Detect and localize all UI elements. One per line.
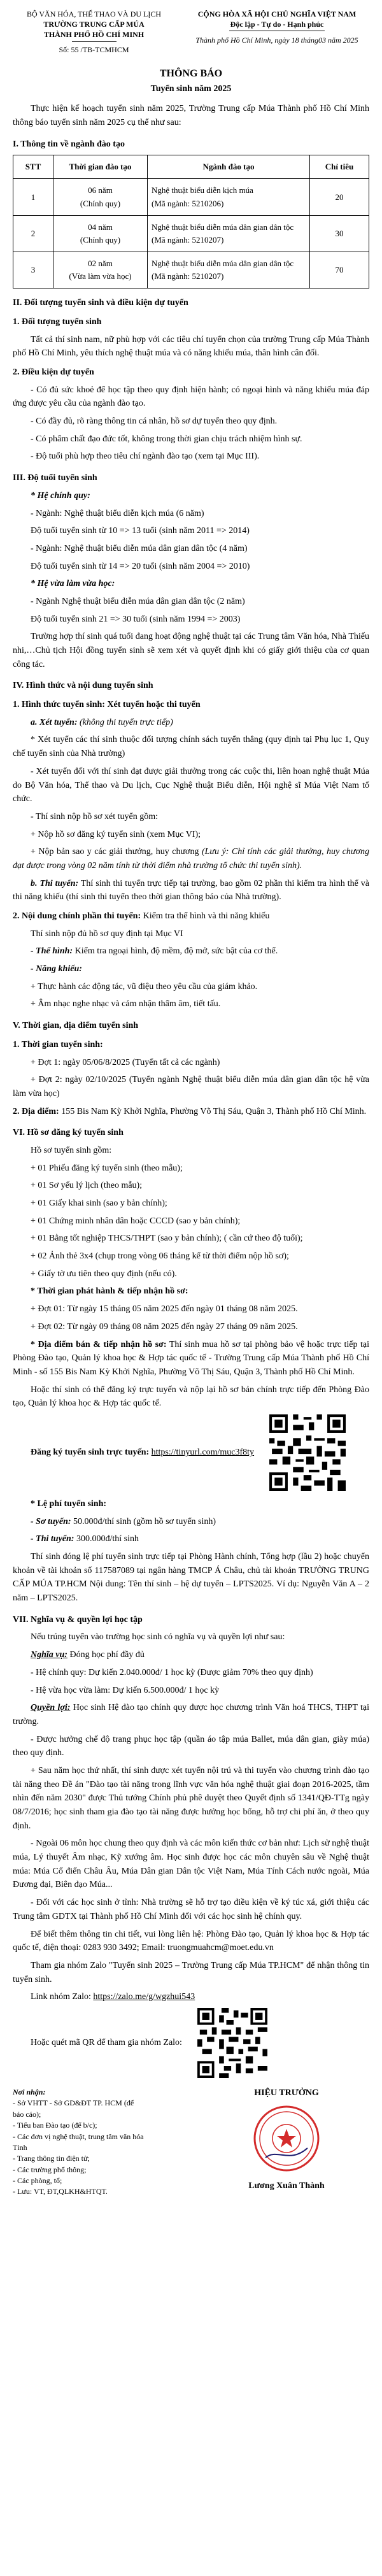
talent-item: + Âm nhạc nghe nhạc và cảm nhận thẩm âm, tiết tấu.	[31, 999, 221, 1009]
rights-item: - Ngoài 06 môn học chung theo quy định và các môn kiến thức cơ bản như: Lịch sử nghệ thuật múa, Lý thuyết Âm nhạc, Kỹ xướng âm. Học sinh được học các môn chuyên sâu về Nghệ thuật múa: Múa Cổ điển Châu Âu, Múa Dân gian Dân tộc Việt Nam, Múa Tính Cách nước ngoài, Múa Đương đại, Biên đạo Múa...	[13, 1839, 369, 1890]
table-header-row	[13, 155, 369, 179]
section-1-heading: I. Thông tin về ngành đào tạo	[13, 139, 125, 149]
section-4-2-heading	[13, 909, 369, 923]
major-code: (Mã ngành: 5210206)	[152, 198, 224, 208]
zalo-link-label: Link nhóm Zalo:	[31, 1992, 91, 2002]
major-name: Nghệ thuật biểu diễn múa dân gian dân tộc	[152, 259, 294, 268]
over-age-note: Trường hợp thí sinh quá tuổi đang hoạt động nghệ thuật tại các Trung tâm Văn hóa, Nhà Thiếu nhi,…Chủ tịch Hội đồng tuyển sinh sẽ xem xét và quyết định khi có giấy giới thiệu của cơ quan công tác.	[13, 632, 369, 669]
major-name: Nghệ thuật biểu diễn kịch múa	[152, 185, 253, 196]
recipient-item: - Trang thông tin điện tử;	[13, 2154, 90, 2163]
round-item: + Đợt 1: ngày 05/06/8/2025 (Tuyển tất cả các ngành)	[31, 1057, 220, 1067]
condition-item: - Có đủ sức khoẻ để học tập theo quy định hiện hành; có ngoại hình và năng khiếu múa đáp ứng được yêu cầu của ngành đào tạo.	[13, 385, 369, 409]
venue-label: 2. Địa điểm:	[13, 1106, 59, 1116]
table-row	[13, 215, 369, 252]
regular-program-label: * Hệ chính quy:	[31, 490, 90, 501]
recipient-item: - Các phòng, tổ;	[13, 2176, 62, 2186]
signer-role: HIỆU TRƯỞNG	[254, 2088, 319, 2098]
age-line: - Ngành: Nghệ thuật biểu diễn kịch múa (6 năm)	[31, 508, 204, 518]
zalo-qr-row	[13, 2008, 369, 2078]
entrance-exam-text: Thí sinh thi tuyển trực tiếp tại trường, bao gồm 02 phần thi kiểm tra hình thể và thi năng khiếu (thí sinh thi tuyển theo thời gian thông báo của Nhà trường).	[13, 878, 370, 902]
document-title: THÔNG BÁO	[159, 68, 223, 79]
section-5-1-heading: 1. Thời gian tuyển sinh:	[13, 1039, 103, 1050]
exam-dossier-note: Thí sinh nộp đủ hồ sơ quy định tại Mục VI	[31, 929, 183, 939]
entrance-exam-line	[13, 877, 369, 904]
submission-place-label: * Địa điểm bán & tiếp nhận hồ sơ:	[31, 1339, 167, 1349]
fee-payment-text: Thí sinh đóng lệ phí tuyển sinh trực tiếp tại Phòng Hành chính, Tổng hợp (lầu 2) hoặc chuyển khoản về tài khoản số 117587089 tại ngân hàng TMCP Á Châu, chủ tài khoản TRƯỜNG TRUNG CẤP MÚA TP.HCM Nội dung: Tên thí sinh – hệ dự tuyển – LPTS2025. Ví dụ: Nguyễn Văn A – 2 năm – LPTS2025.	[13, 1552, 369, 1604]
exam-content-rest: Kiểm tra thể hình và thi năng khiếu	[143, 911, 270, 922]
signature-section	[13, 2087, 369, 2198]
zalo-group-text: Tham gia nhóm Zalo "Tuyển sinh 2025 – Trường Trung cấp Múa TP.HCM" để nhận thông tin tuyển sinh.	[13, 1960, 369, 1984]
admission-line: * Xét tuyển các thí sinh thuộc đối tượng chính sách tuyển thẳng (quy định tại Phụ lục 1, Quy chế tuyển sinh của Nhà trường)	[13, 735, 369, 759]
physique-line	[13, 944, 369, 958]
national-motto: Độc lập - Tự do - Hạnh phúc	[230, 20, 324, 29]
zalo-qr-text: Hoặc quét mã QR để tham gia nhóm Zalo:	[31, 2038, 182, 2048]
section-5-heading: V. Thời gian, địa điểm tuyển sinh	[13, 1021, 139, 1031]
rights-item: - Được hưởng chế độ trang phục học tập (quần áo tập múa Ballet, múa dân gian, giày múa) theo quy định.	[13, 1734, 369, 1758]
rights-item: + Sau năm học thứ nhất, thí sinh được xét tuyển nội trú và thi tuyển vào chương trình đào tạo tài năng theo Đề án "Đào tạo tài năng trong lĩnh vực văn hóa nghệ thuật giai đoạn 2016-2025, tầm nhìn đến năm 2030" được Thủ tướng Chính phủ phê duyệt theo Quyết định số 1341/QĐ-TTg ngày 08/7/2016; học sinh tham gia đào tạo tài năng được hưởng học bổng, hỗ trợ chi phí ăn, ở theo quy định.	[13, 1765, 369, 1831]
zalo-group-link[interactable]: https://zalo.me/g/wgzhui543	[93, 1992, 195, 2002]
official-stamp-icon	[251, 2103, 322, 2174]
section-2-heading: II. Đối tượng tuyển sinh và điều kiện dự tuyển	[13, 298, 188, 308]
row-major	[148, 215, 310, 252]
submission-place-line	[13, 1338, 369, 1379]
notice-page	[13, 0, 369, 2198]
duration-value: 06 năm	[88, 185, 113, 196]
section-4-heading: IV. Hình thức và nội dung tuyển sinh	[13, 681, 153, 691]
online-registration-label: Đăng ký tuyển sinh trực tuyến:	[31, 1448, 150, 1458]
section-2-2-heading: 2. Điều kiện dự tuyển	[13, 367, 94, 378]
tuition-item: - Hệ vừa học vừa làm: Dự kiến 6.500.000đ/ 1 học kỳ	[31, 1685, 220, 1695]
registration-qr-code-icon[interactable]	[269, 1414, 346, 1491]
document-header	[13, 9, 369, 55]
major-code: (Mã ngành: 5210207)	[152, 234, 224, 245]
issuer-block	[13, 9, 175, 55]
row-major	[148, 179, 310, 215]
dossier-item: + 01 Giấy khai sinh (sao y bản chính);	[31, 1199, 167, 1209]
fee-exam-amount: 300.000đ/thí sinh	[76, 1534, 139, 1544]
row-major	[148, 252, 310, 288]
section-4-1-heading: 1. Hình thức tuyển sinh: Xét tuyển hoặc thi tuyển	[13, 700, 201, 710]
recipients-block	[13, 2087, 146, 2198]
admission-line: - Thí sinh nộp hồ sơ xét tuyển gồm:	[31, 811, 159, 822]
talent-item: + Thực hành các động tác, vũ điệu theo yêu cầu của giám khảo.	[31, 981, 258, 992]
condition-item: - Có đầy đủ, rõ ràng thông tin cá nhân, hồ sơ dự tuyển theo quy định.	[31, 416, 278, 427]
recipient-item: - Các đơn vị nghệ thuật, trung tâm văn hóa Tỉnh	[13, 2131, 144, 2152]
column-header-stt: STT	[13, 155, 53, 179]
dossier-item: + 01 Bằng tốt nghiệp THCS/THPT (sao y bản chính); ( cần cứ theo độ tuổi);	[31, 1234, 303, 1244]
dossier-item: + 01 Phiếu đăng ký tuyển sinh (theo mẫu);	[31, 1163, 183, 1173]
entrance-exam-label: b. Thi tuyển:	[31, 878, 79, 888]
submission-window-heading: * Thời gian phát hành & tiếp nhận hồ sơ:	[31, 1286, 188, 1297]
age-line: - Ngành: Nghệ thuật biểu diễn múa dân gian dân tộc (4 năm)	[31, 543, 248, 553]
row-quota: 20	[310, 179, 369, 215]
online-registration-link[interactable]: https://tinyurl.com/muc3f8ty	[151, 1448, 255, 1458]
age-line: Độ tuổi tuyển sinh từ 10 => 13 tuổi (sinh năm 2011 => 2014)	[31, 526, 250, 536]
online-registration-link-line	[13, 1446, 254, 1460]
intro-paragraph: Thực hiện kế hoạch tuyển sinh năm 2025, Trường Trung cấp Múa Thành phố Hồ Chí Minh thông báo tuyển sinh năm 2025 cụ thể như sau:	[13, 104, 369, 127]
row-stt: 3	[13, 252, 53, 288]
rights-label: Quyền lợi:	[31, 1703, 71, 1713]
table-row	[13, 252, 369, 288]
submission-window-item: + Đợt 01: Từ ngày 15 tháng 05 năm 2025 đến ngày 01 tháng 08 năm 2025.	[31, 1304, 298, 1314]
fee-profile-line	[13, 1515, 369, 1529]
admission-line: - Xét tuyển đối với thí sinh đạt được giải thưởng trong các cuộc thi, liên hoan nghệ thuật Múa do Bộ Văn hóa, Thể thao và Du lịch, Cục Nghệ thuật Biểu diễn, Hội nghệ sĩ Múa Việt Nam tổ chức.	[13, 766, 369, 804]
exam-content-title: 2. Nội dung chính phần thi tuyển:	[13, 911, 141, 922]
rights-line	[13, 1701, 369, 1728]
ministry-name: BỘ VĂN HÓA, THỂ THAO VÀ DU LỊCH	[26, 10, 162, 18]
dossier-lead: Hồ sơ tuyển sinh gồm:	[31, 1145, 112, 1155]
country-block	[185, 9, 369, 55]
venue-line	[13, 1105, 369, 1119]
direct-admission-title: a. Xét tuyển:	[31, 717, 78, 727]
zalo-link-line	[13, 1990, 369, 2004]
recipient-item: - Tiểu ban Đào tạo (để b/c);	[13, 2121, 97, 2130]
duty-text: Đóng học phí đầy đủ	[69, 1650, 145, 1660]
school-name-line1: TRƯỜNG TRUNG CẤP MÚA	[43, 20, 145, 29]
recipients-label: Nơi nhận:	[13, 2087, 46, 2096]
dossier-item: + 01 Chứng minh nhân dân hoặc CCCD (sao y bản chính);	[31, 1216, 241, 1226]
zalo-qr-code-icon[interactable]	[197, 2008, 267, 2078]
direct-admission-label	[13, 716, 369, 730]
fee-profile-amount: 50.000đ/thí sinh (gồm hồ sơ tuyển sinh)	[73, 1516, 216, 1526]
document-number: Số: 55 /TB-TCMHCM	[59, 45, 129, 54]
school-name-line2: THÀNH PHỐ HỒ CHÍ MINH	[43, 30, 145, 39]
duty-label: Nghĩa vụ:	[31, 1650, 67, 1660]
duration-value: 04 năm	[88, 222, 113, 232]
column-header-quota: Chỉ tiêu	[310, 155, 369, 179]
fee-profile-label: - Sơ tuyển:	[31, 1516, 71, 1526]
section-2-1-heading: 1. Đối tượng tuyển sinh	[13, 317, 102, 327]
fee-exam-label: - Thi tuyển:	[31, 1534, 74, 1544]
section-3-heading: III. Độ tuổi tuyển sinh	[13, 473, 97, 483]
contact-info: Để biết thêm thông tin chi tiết, vui lòng liên hệ: Phòng Đào tạo, Quản lý khoa học & Hợp tác quốc tế, điện thoại: 0283 930 3492; Email: truongmuahcm@moet.edu.vn	[13, 1929, 369, 1953]
eligibility-text: Tất cả thí sinh nam, nữ phù hợp với các tiêu chí tuyển chọn của trường Trung cấp Múa Thành phố Hồ Chí Minh, yêu thích nghệ thuật múa và có năng khiếu múa, thân hình cân đối.	[13, 334, 369, 359]
fee-exam-line	[13, 1532, 369, 1546]
recipient-item: - Lưu: VT, ĐT,QLKH&HTQT.	[13, 2187, 108, 2196]
venue-address: 155 Bis Nam Kỳ Khởi Nghĩa, Phường Võ Thị Sáu, Quận 3, Thành phố Hồ Chí Minh.	[61, 1106, 367, 1116]
column-header-duration: Thời gian đào tạo	[53, 155, 148, 179]
dossier-item: + 02 Ảnh thẻ 3x4 (chụp trong vòng 06 tháng kể từ thời điểm nộp hồ sơ);	[31, 1251, 289, 1262]
programs-table	[13, 155, 369, 288]
section-6-heading: VI. Hồ sơ đăng ký tuyển sinh	[13, 1128, 124, 1138]
age-line: Độ tuổi tuyển sinh từ 14 => 20 tuổi (sinh năm 2004 => 2010)	[31, 561, 250, 571]
signer-name: Lương Xuân Thành	[248, 2181, 325, 2191]
row-duration	[53, 179, 148, 215]
rights-text: Học sinh Hệ đào tạo chính quy được học chương trình Văn hoá THCS, THPT tại trường.	[13, 1703, 370, 1726]
physique-label: - Thể hình:	[31, 946, 73, 957]
duration-note: (Vừa làm vừa học)	[69, 271, 132, 281]
tuition-item: - Hệ chính quy: Dự kiến 2.040.000đ/ 1 học kỳ (Được giảm 70% theo quy định)	[31, 1667, 313, 1677]
physique-text: Kiểm tra ngoại hình, độ mềm, độ mở, sức bật của cơ thể.	[74, 946, 278, 957]
parttime-program-label: * Hệ vừa làm vừa học:	[31, 579, 115, 589]
prize-copy-text: + Nộp bản sao y các giải thưởng, huy chương	[31, 847, 199, 857]
header-divider	[72, 41, 117, 42]
admission-line: + Nộp hồ sơ đăng ký tuyển sinh (xem Mục VI);	[31, 829, 201, 839]
dossier-item: + 01 Sơ yếu lý lịch (theo mẫu);	[31, 1181, 143, 1191]
dossier-item: + Giấy tờ ưu tiên theo quy định (nếu có).	[31, 1269, 177, 1279]
row-duration	[53, 215, 148, 252]
round-item: + Đợt 2: ngày 02/10/2025 (Tuyển ngành Nghệ thuật biểu diễn múa dân gian dân tộc hệ vừa làm vừa học)	[13, 1075, 369, 1099]
row-stt: 1	[13, 179, 53, 215]
submission-place-text: Thí sinh mua hồ sơ tại phòng bảo vệ hoặc trực tiếp tại Phòng Đào tạo, Quản lý khoa học & Hợp tác quốc tế - Trường Trung cấp Múa Thành phố Hồ Chí Minh - số 155 Bis Nam Kỳ Khởi Nghĩa, Phường Võ Thị Sáu, Quận 3, Thành phố Hồ Chí Minh.	[13, 1339, 369, 1377]
document-subtitle: Tuyển sinh năm 2025	[150, 83, 232, 94]
row-stt: 2	[13, 215, 53, 252]
condition-item: - Có phẩm chất đạo đức tốt, không trong thời gian chịu trách nhiệm hình sự.	[31, 434, 302, 444]
age-line: - Ngành Nghệ thuật biểu diễn múa dân gian dân tộc (2 năm)	[31, 596, 245, 606]
prize-copy-note: (Lưu ý: Chỉ tính các giải thưởng, huy chương đạt được trong vòng 02 năm tính từ thời điểm nhà trường tổ chức thi tuyển sinh).	[13, 847, 369, 871]
major-code: (Mã ngành: 5210207)	[152, 271, 224, 281]
condition-item: - Độ tuổi phù hợp theo tiêu chí ngành đào tạo (xem tại Mục III).	[31, 452, 260, 462]
section-7-heading: VII. Nghĩa vụ & quyền lợi học tập	[13, 1614, 143, 1625]
age-line: Độ tuổi tuyển sinh 21 => 30 tuổi (sinh năm 1994 => 2003)	[31, 614, 241, 624]
duty-line	[13, 1648, 369, 1662]
prize-copy-line	[13, 845, 369, 872]
obligations-lead: Nếu trúng tuyển vào trường học sinh có nghĩa vụ và quyền lợi như sau:	[31, 1632, 285, 1642]
row-duration	[53, 252, 148, 288]
recipient-item: - Sở VHTT - Sở GD&ĐT TP. HCM (để báo cáo);	[13, 2098, 134, 2119]
column-header-major: Ngành đào tạo	[148, 155, 310, 179]
table-row	[13, 179, 369, 215]
duration-value: 02 năm	[88, 259, 113, 268]
document-date: Thành phố Hồ Chí Minh, ngày 18 tháng03 năm 2025	[195, 36, 358, 45]
country-name: CỘNG HÒA XÃ HỘI CHỦ NGHĨA VIỆT NAM	[197, 10, 357, 18]
online-registration-row	[13, 1414, 369, 1491]
duration-note: (Chính quy)	[80, 198, 121, 208]
major-name: Nghệ thuật biểu diễn múa dân gian dân tộc	[152, 222, 294, 232]
row-quota: 70	[310, 252, 369, 288]
online-registration-text: Hoặc thí sinh có thể đăng ký trực tuyến và nộp lại hồ sơ bản chính trực tiếp đến Phòng Đào tạo, Quản lý khoa học & Hợp tác quốc tế.	[13, 1384, 369, 1409]
submission-window-item: + Đợt 02: Từ ngày 09 tháng 08 năm 2025 đến ngày 27 tháng 09 năm 2025.	[31, 1321, 298, 1332]
signer-block	[204, 2087, 369, 2198]
row-quota: 30	[310, 215, 369, 252]
direct-admission-note: (không thi tuyển trực tiếp)	[80, 717, 173, 727]
fees-heading: * Lệ phí tuyển sinh:	[31, 1498, 107, 1509]
talent-label: - Năng khiếu:	[31, 964, 82, 974]
duration-note: (Chính quy)	[80, 234, 121, 245]
rights-item: - Đối với các học sinh ở tỉnh: Nhà trường sẽ hỗ trợ tạo điều kiện về ký túc xá, giới thiệu các Trung tâm GDTX tại Thành phố Hồ Chí Minh đối với các học sinh hệ chính quy.	[13, 1898, 369, 1921]
recipient-item: - Các trường phổ thông;	[13, 2165, 87, 2174]
